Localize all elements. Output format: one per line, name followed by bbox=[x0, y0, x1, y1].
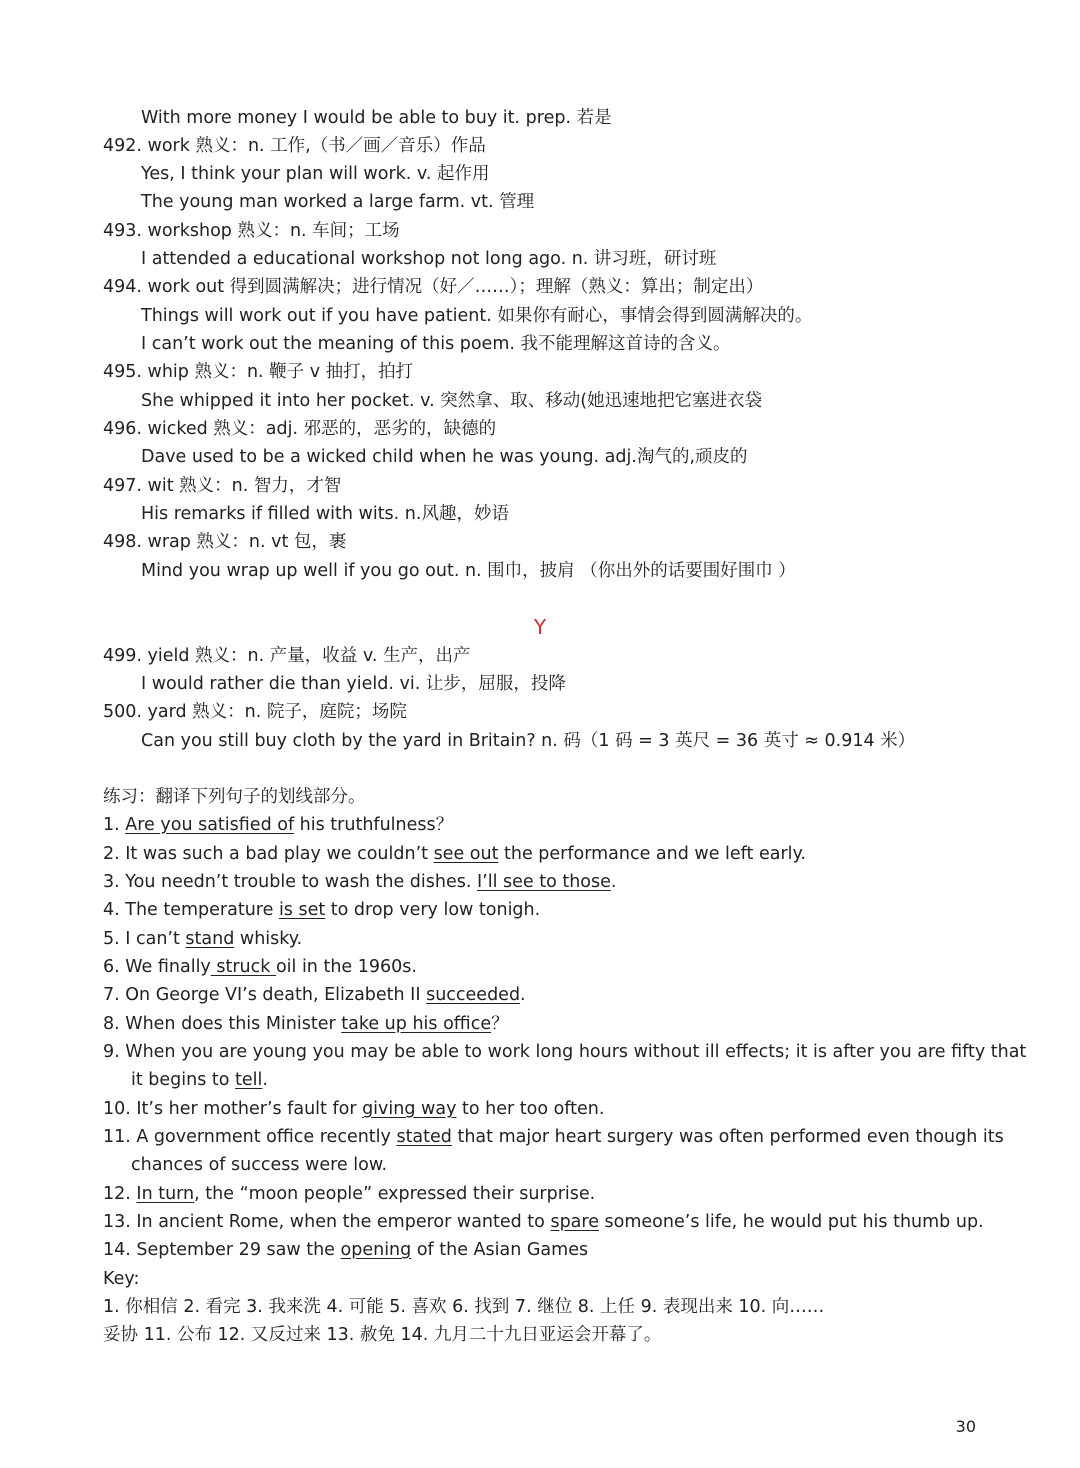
entry-494-work-out: 494. work out 得到圆满解决；进行情况（好／……）；理解（熟义：算出；制定出） bbox=[103, 277, 764, 297]
item-text: 11. A government office recently bbox=[103, 1127, 397, 1147]
underlined-phrase: opening bbox=[340, 1240, 412, 1260]
example-sentence: Yes, I think your plan will work. v. 起作用 bbox=[141, 164, 490, 184]
page-number: 30 bbox=[955, 1417, 976, 1436]
exercise-item bbox=[103, 955, 417, 979]
exercise-item bbox=[103, 1182, 595, 1206]
exercise-item bbox=[103, 813, 453, 837]
item-text: to her too often. bbox=[456, 1099, 605, 1119]
example-sentence: The young man worked a large farm. vt. 管理 bbox=[141, 192, 535, 212]
example-sentence: I would rather die than yield. vi. 让步，屈服，投降 bbox=[141, 674, 566, 694]
exercise-item-continued bbox=[131, 1068, 268, 1092]
underlined-phrase: tell bbox=[235, 1070, 263, 1090]
underlined-phrase: stated bbox=[396, 1127, 452, 1147]
item-text: ？ bbox=[491, 1014, 509, 1034]
item-text: 9. When you are young you may be able to work long hours without ill effects; it is after you are fifty that bbox=[103, 1042, 1027, 1062]
item-text: 8. When does this Minister bbox=[103, 1014, 342, 1034]
key-label: Key: bbox=[103, 1269, 140, 1289]
entry-495-whip: 495. whip 熟义：n. 鞭子 v 抽打，拍打 bbox=[103, 362, 414, 382]
exercise-item bbox=[103, 870, 616, 894]
exercise-item bbox=[103, 983, 526, 1007]
underlined-phrase: giving way bbox=[362, 1099, 457, 1119]
item-text: 7. On George VI’s death, Elizabeth II bbox=[103, 985, 427, 1005]
exercise-item bbox=[103, 1097, 604, 1121]
item-text: to drop very low tonigh. bbox=[325, 900, 541, 920]
exercise-item bbox=[103, 1125, 1004, 1149]
example-sentence: Can you still buy cloth by the yard in Britain? n. 码（1 码 = 3 英尺 = 36 英寸 ≈ 0.914 米） bbox=[141, 731, 916, 751]
entry-493-workshop: 493. workshop 熟义：n. 车间；工场 bbox=[103, 221, 400, 241]
underlined-phrase: succeeded bbox=[426, 985, 521, 1005]
underlined-phrase: is set bbox=[278, 900, 326, 920]
example-sentence: With more money I would be able to buy it. prep. 若是 bbox=[141, 108, 612, 128]
item-text: 2. It was such a bad play we couldn’t bbox=[103, 844, 434, 864]
exercise-item bbox=[103, 1012, 509, 1036]
item-text: of the Asian Games bbox=[411, 1240, 589, 1260]
item-text: whisky. bbox=[234, 929, 303, 949]
entry-500-yard: 500. yard 熟义：n. 院子，庭院；场院 bbox=[103, 702, 407, 722]
entry-496-wicked: 496. wicked 熟义：adj. 邪恶的，恶劣的，缺德的 bbox=[103, 419, 497, 439]
exercise-item bbox=[103, 927, 302, 951]
underlined-phrase: In turn bbox=[136, 1184, 195, 1204]
item-text: it begins to bbox=[131, 1070, 236, 1090]
item-text: 1. bbox=[103, 815, 126, 835]
underlined-phrase: stand bbox=[185, 929, 235, 949]
item-text: 6. We finally bbox=[103, 957, 211, 977]
exercise-item-continued bbox=[131, 1153, 387, 1177]
item-text: 14. September 29 saw the bbox=[103, 1240, 341, 1260]
exercise-title: 练习：翻译下列句子的划线部分。 bbox=[103, 787, 366, 807]
key-answers-line: 1. 你相信 2. 看完 3. 我来洗 4. 可能 5. 喜欢 6. 找到 7. 继位 8. 上任 9. 表现出来 10. 向…… bbox=[103, 1297, 825, 1317]
item-text: the performance and we left early. bbox=[498, 844, 806, 864]
item-text: . bbox=[262, 1070, 268, 1090]
entry-499-yield: 499. yield 熟义：n. 产量，收益 v. 生产，出产 bbox=[103, 646, 471, 666]
key-answers-line: 妥协 11. 公布 12. 又反过来 13. 赦免 14. 九月二十九日亚运会开幕了。 bbox=[103, 1325, 662, 1345]
item-text: 10. It’s her mother’s fault for bbox=[103, 1099, 363, 1119]
item-text: , the “moon people” expressed their surprise. bbox=[194, 1184, 596, 1204]
item-text: 4. The temperature bbox=[103, 900, 279, 920]
item-text: . bbox=[520, 985, 526, 1005]
item-text: chances of success were low. bbox=[131, 1155, 388, 1175]
example-sentence: Things will work out if you have patient. 如果你有耐心，事情会得到圆满解决的。 bbox=[141, 306, 813, 326]
exercise-item bbox=[103, 842, 806, 866]
item-text: . bbox=[610, 872, 617, 892]
item-text: oil in the 1960s. bbox=[275, 957, 417, 977]
item-text: his truthfulness？ bbox=[294, 815, 454, 835]
underlined-phrase: see out bbox=[433, 844, 499, 864]
underlined-phrase: spare bbox=[550, 1212, 599, 1232]
example-sentence: I attended a educational workshop not long ago. n. 讲习班，研讨班 bbox=[141, 249, 717, 269]
underlined-phrase: I’ll see to those bbox=[476, 872, 611, 892]
item-text: 12. bbox=[103, 1184, 137, 1204]
exercise-item bbox=[103, 1210, 984, 1234]
underlined-phrase: take up his office bbox=[341, 1014, 492, 1034]
exercise-item bbox=[103, 898, 540, 922]
exercise-item bbox=[103, 1238, 588, 1262]
item-text: that major heart surgery was often performed even though its bbox=[451, 1127, 1004, 1147]
entry-492-work: 492. work 熟义：n. 工作,（书／画／音乐）作品 bbox=[103, 136, 486, 156]
item-text: 5. I can’t bbox=[103, 929, 186, 949]
example-sentence: I can’t work out the meaning of this poem. 我不能理解这首诗的含义。 bbox=[141, 334, 731, 354]
item-text: 3. You needn’t trouble to wash the dishes. bbox=[103, 872, 477, 892]
example-sentence: Mind you wrap up well if you go out. n. 围巾，披肩 （你出外的话要围好围巾 ） bbox=[141, 561, 796, 581]
entry-498-wrap: 498. wrap 熟义：n. vt 包，裹 bbox=[103, 532, 347, 552]
exercise-item bbox=[103, 1040, 1026, 1064]
item-text: 13. In ancient Rome, when the emperor wanted to bbox=[103, 1212, 551, 1232]
example-sentence: His remarks if filled with wits. n.风趣，妙语 bbox=[141, 504, 509, 524]
underlined-phrase: struck bbox=[210, 957, 276, 977]
underlined-phrase: Are you satisfied of bbox=[125, 815, 295, 835]
entry-497-wit: 497. wit 熟义：n. 智力，才智 bbox=[103, 476, 342, 496]
example-sentence: Dave used to be a wicked child when he was young. adj.淘气的,顽皮的 bbox=[141, 447, 748, 467]
section-letter-y: Y bbox=[533, 615, 547, 639]
example-sentence: She whipped it into her pocket. v. 突然拿、取、移动(她迅速地把它塞进衣袋 bbox=[141, 391, 763, 411]
item-text: someone’s life, he would put his thumb up. bbox=[598, 1212, 984, 1232]
